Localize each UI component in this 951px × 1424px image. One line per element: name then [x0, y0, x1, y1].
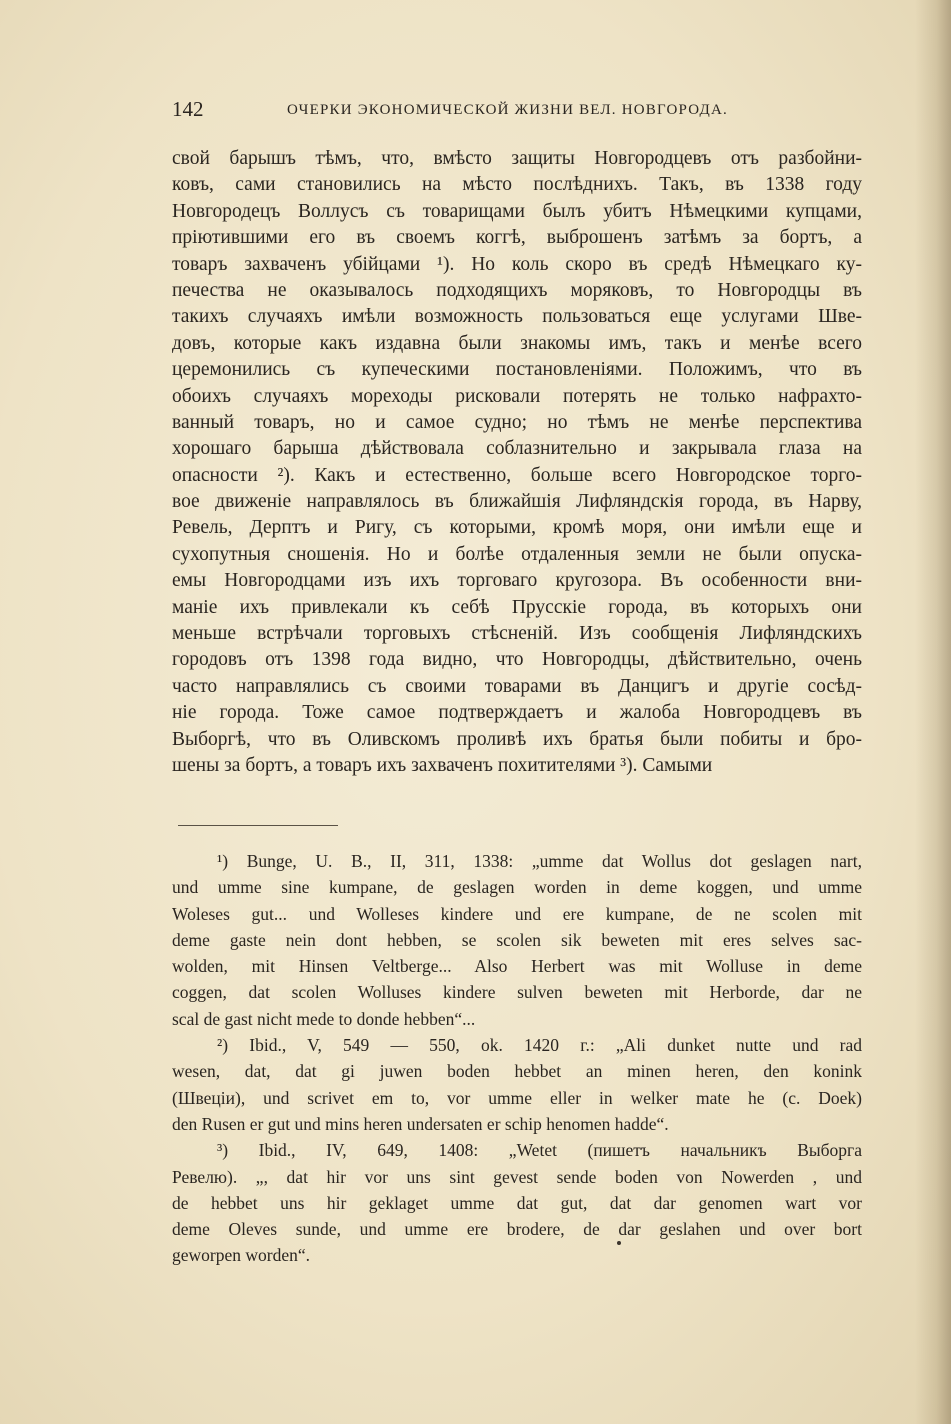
text-line: Выборгѣ, что въ Оливскомъ проливѣ ихъ братья были побиты и бро- — [172, 728, 862, 750]
text-line: шены за бортъ, а товаръ ихъ захваченъ похитителями ³). Самыми — [172, 754, 713, 776]
main-text — [172, 146, 862, 779]
page-number: 142 — [172, 97, 204, 121]
text-line: Ревель, Дерптъ и Ригу, съ которыми, кромѣ моря, они имѣли еще и — [172, 517, 862, 539]
text-line: опасности ²). Какъ и естественно, больше всего Новгородское торго- — [172, 464, 862, 486]
footnote-3-line: geworpen worden“. — [172, 1245, 311, 1266]
footnote-2-line: den Rusen er gut und mins heren undersaten er schip henomen hadde“. — [172, 1113, 669, 1134]
footnote-1-line: coggen, dat scolen Wolluses kindere sulven beweten mit Herborde, dar ne — [172, 982, 862, 1003]
footnote-2-line: (Швеціи), und scrivet em to, vor umme eller in welker mate he (c. Doek) — [172, 1087, 862, 1108]
ink-speck — [617, 1241, 621, 1245]
text-line: меньше встрѣчали торговыхъ стѣсненій. Изъ сообщенія Лифляндскихъ — [172, 623, 862, 645]
text-line: церемонились съ купеческими постановленіями. Положимъ, что въ — [172, 359, 862, 381]
text-line: ніе города. Тоже самое подтверждаетъ и жалоба Новгородцевъ въ — [172, 702, 862, 724]
footnote-1-line: und umme sine kumpane, de geslagen worden in deme koggen, und umme — [172, 877, 862, 898]
text-line: сухопутныя сношенія. Но и болѣе отдаленныя земли не были опуска- — [172, 543, 862, 565]
footnote-3-line: deme Oleves sunde, und umme ere brodere, de dar geslahen und over bort — [172, 1219, 862, 1240]
text-line: товаръ захваченъ убійцами ¹). Но коль скоро въ средѣ Нѣмецкаго ку- — [172, 253, 862, 275]
page-spine-shadow — [915, 0, 951, 1424]
footnote-2-line: ²) Ibid., V, 549 — 550, ok. 1420 г.: „Ali dunket nutte und rad — [217, 1035, 862, 1056]
text-line: пріютившими его въ своемъ коггѣ, выброшенъ затѣмъ за бортъ, а — [172, 227, 862, 249]
running-title: ОЧЕРКИ ЭКОНОМИЧЕСКОЙ ЖИЗНИ ВЕЛ. НОВГОРОДА. — [287, 102, 728, 118]
text-line: обоихъ случаяхъ мореходы рисковали потерять не только нафрахто- — [172, 385, 862, 407]
footnotes — [172, 848, 862, 1269]
footnote-3-line: de hebbet uns hir geklaget umme dat gut, dat dar genomen wart vor — [172, 1192, 862, 1213]
text-line: ванный товаръ, но и самое судно; но тѣмъ не менѣе перспектива — [172, 411, 862, 433]
footnote-separator — [178, 825, 338, 826]
text-line: хорошаго барыша дѣйствовала соблазнительно и закрывала глаза на — [172, 438, 862, 460]
text-line: емы Новгородцами изъ ихъ торговаго кругозора. Въ особенности вни- — [172, 570, 862, 592]
footnote-1-line: deme gaste nein dont hebben, se scolen sik beweten mit eres selves sac- — [172, 929, 862, 950]
text-line: печества не оказывалось подходящихъ моряковъ, то Новгородцы въ — [172, 279, 862, 301]
text-line: Новгородецъ Воллусъ съ товарищами былъ убитъ Нѣмецкими купцами, — [172, 200, 862, 222]
text-line: ковъ, сами становились на мѣсто послѣднихъ. Такъ, въ 1338 году — [172, 174, 862, 196]
footnote-1-line: ¹) Bunge, U. B., II, 311, 1338: „umme dat Wollus dot geslagen nart, — [217, 851, 862, 871]
text-line: довъ, которые какъ издавна были знакомы имъ, такъ и менѣе всего — [172, 332, 862, 354]
footnote-3-line: ³) Ibid., IV, 649, 1408: „Wetet (пишетъ начальникъ Выборга — [217, 1140, 862, 1161]
page-header — [172, 97, 872, 125]
text-line: такихъ случаяхъ имѣли возможность пользоваться еще услугами Шве- — [172, 306, 862, 328]
footnote-1-line: Woleses gut... und Wolleses kindere und ere kumpane, de ne scolen mit — [172, 903, 862, 924]
footnote-1-line: scal de gast nicht mede to donde hebben“... — [172, 1008, 476, 1029]
text-line: свой барышъ тѣмъ, что, вмѣсто защиты Новгородцевъ отъ разбойни- — [172, 148, 862, 169]
text-line: городовъ отъ 1398 года видно, что Новгородцы, дѣйствительно, очень — [172, 649, 862, 671]
text-line: часто направлялись съ своими товарами въ Данцигъ и другіе сосѣд- — [172, 675, 862, 697]
text-line: вое движеніе направлялось въ ближайшія Лифляндскія города, въ Нарву, — [172, 491, 862, 513]
text-line: маніе ихъ привлекали къ себѣ Прусскіе города, въ которыхъ они — [172, 596, 862, 618]
footnote-3-line: Ревелю). „, dat hir vor uns sint gevest sende boden von Nowerden , und — [172, 1166, 862, 1187]
footnote-2-line: wesen, dat, dat gi juwen boden hebbet an minen heren, den konink — [172, 1061, 862, 1082]
footnote-1-line: wolden, mit Hinsen Veltberge... Also Herbert was mit Wolluse in deme — [172, 956, 862, 977]
